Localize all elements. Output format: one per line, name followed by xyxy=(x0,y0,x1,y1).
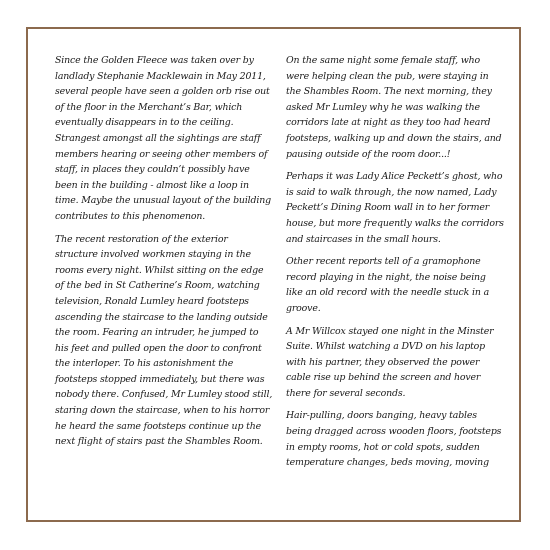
paragraph: A Mr Willcox stayed one night in the Minster Suite. Whilst watching a DVD on his laptop with his partner, they observed the power cable rise up behind the screen and hover there for several seconds. xyxy=(286,325,494,399)
paragraph: Other recent reports tell of a gramophone record playing in the night, the noise being like an old record with the needle stuck in a groove. xyxy=(286,256,490,314)
paragraph: Since the Golden Fleece was taken over by landlady Stephanie Macklewain in May 2011, several people have seen a golden orb rise out of the floor in the Merchant’s Bar, which eventually disappears in to the ceiling. Strangest amongst all the sightings are staff members hearing or seeing other members of staff, in places they couldn’t possibly have been in the building - almost like a loop in time. Maybe the unusual layout of the building contributes to this phenomenon. xyxy=(55,55,271,222)
paragraph: Perhaps it was Lady Alice Peckett’s ghost, who is said to walk through, the now named, Lady Peckett’s Dining Room wall in to her former house, but more frequently walks the corridors and staircases in the small hours. xyxy=(286,171,504,245)
paragraph: On the same night some female staff, who were helping clean the pub, were staying in the Shambles Room. The next morning, they asked Mr Lumley why he was walking the corridors late at night as they too had heard footsteps, walking up and down the stairs, and pausing outside of the room door...! xyxy=(286,55,502,160)
right-column xyxy=(286,53,504,478)
paragraph: Hair-pulling, doors banging, heavy tables being dragged across wooden floors, footsteps in empty rooms, hot or cold spots, sudden temperature changes, beds moving, moving xyxy=(286,410,502,469)
page-frame xyxy=(26,27,521,522)
paragraph: The recent restoration of the exterior structure involved workmen staying in the rooms every night. Whilst sitting on the edge of the bed in St Catherine’s Room, watching television, Ronald Lumley heard footsteps ascending the staircase to the landing outside the room. Fearing an intruder, he jumped to his feet and pulled open the door to confront the interloper. To his astonishment the footsteps stopped immediately, but there was nobody there. Confused, Mr Lumley stood still, staring down the staircase, when to his horror he heard the same footsteps continue up the next flight of stairs past the Shambles Room. xyxy=(55,233,273,448)
left-column xyxy=(55,53,273,457)
